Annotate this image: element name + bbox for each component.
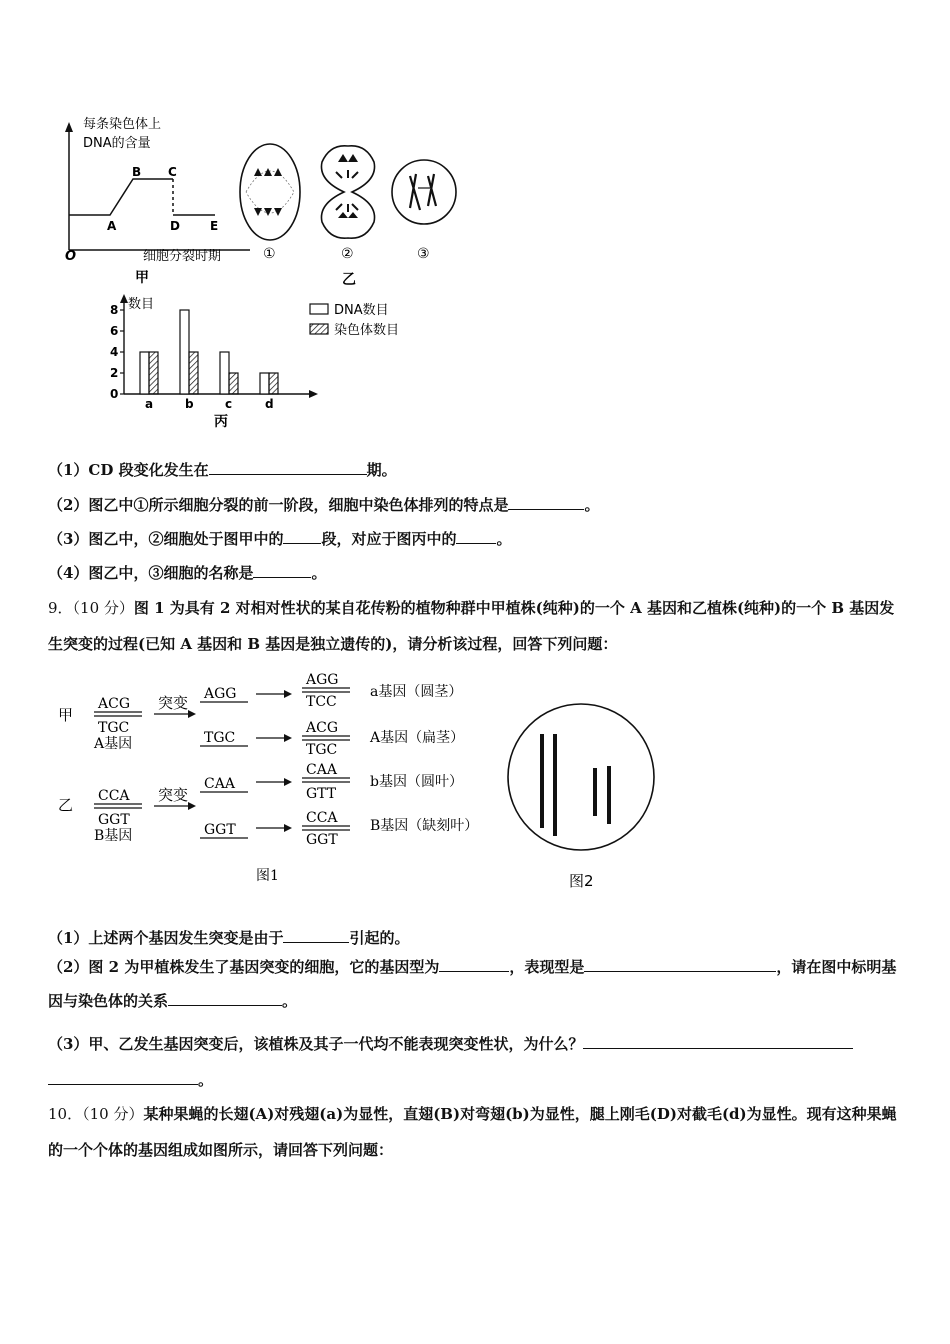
q9-s2-post: 。 [282, 992, 298, 1010]
fig1-a-bottom: TGC [98, 720, 130, 736]
q8-s3-blank-1[interactable] [283, 527, 321, 544]
q9-s2-blank-2[interactable] [584, 955, 776, 972]
bing-ylabel: 数目 [128, 297, 155, 312]
q9-score: （10 分） [72, 599, 134, 617]
fig2-cell [508, 704, 654, 850]
bing-ytick-label-0: 0 [110, 387, 119, 401]
q9-s2-blank-1[interactable] [439, 955, 509, 972]
q9-s2-pre: （2）图 2 为甲植株发生了基因突变的细胞，它的基因型为 [48, 958, 440, 976]
bing-ytick-label-4: 8 [110, 303, 119, 317]
fig1-mutate-arrowhead-1 [188, 710, 196, 718]
fig1-a-mut1: AGG [204, 686, 237, 702]
fig1-r4-top: CCA [306, 810, 338, 826]
figure-yi [238, 140, 468, 290]
fig1-r1-top: AGG [306, 672, 339, 688]
fig1-arrowhead-r3 [284, 778, 292, 786]
q8-sub3 [48, 527, 511, 549]
q8-sub1 [48, 458, 397, 480]
fig1-r2-label: A基因（扁茎） [370, 730, 465, 746]
fig1-r3-top: CAA [306, 762, 337, 778]
figure-1 [50, 668, 500, 888]
fig1-b-mut1: CAA [204, 776, 235, 792]
bing-bar-a-dna [140, 352, 149, 394]
fig1-a-mut2: TGC [204, 730, 236, 746]
q8-s3-pre: （3）图乙中，②细胞处于图甲中的 [48, 530, 284, 548]
bing-xtick-label-c: c [225, 397, 233, 411]
figure-2 [505, 690, 665, 900]
q8-s1-blank[interactable] [209, 458, 367, 475]
bing-bar-c-dna [220, 352, 229, 394]
q9-sub3-cont [48, 1068, 213, 1090]
fig1-r1-label: a基因（圆茎） [370, 684, 463, 700]
fig-jia-label-b: B [132, 165, 142, 179]
legend-chrom-label: 染色体数目 [334, 323, 400, 338]
fig1-a-top: ACG [98, 696, 131, 712]
bing-bar-b-chromosome [189, 352, 198, 394]
q9-number: 9． [48, 599, 73, 617]
q9-sub3 [48, 1032, 853, 1054]
q10-stem [48, 1096, 908, 1168]
q8-s1-post: 期。 [366, 461, 397, 479]
fig1-r3-bottom: GTT [306, 786, 337, 802]
fig1-r4-label: B基因（缺刻叶） [370, 818, 479, 834]
legend-dna-swatch [310, 304, 328, 314]
fig1-jia: 甲 [58, 706, 74, 724]
fig1-arrowhead-r2 [284, 734, 292, 742]
fig1-b-label: B基因 [94, 828, 133, 844]
cell-1-label: ① [263, 246, 276, 262]
bing-ytick-label-2: 4 [110, 345, 119, 359]
bing-bar-a-chromosome [149, 352, 158, 394]
fig-jia-origin: O [65, 249, 77, 264]
q8-s2-post: 。 [584, 496, 600, 514]
q8-sub2 [48, 493, 599, 515]
q9-s3-blank-2[interactable] [48, 1068, 198, 1085]
fig1-yi: 乙 [58, 796, 74, 814]
bing-bar-d-dna [260, 373, 269, 394]
bing-y-arrow [120, 294, 128, 303]
q9-sub1 [48, 926, 409, 948]
fig-jia-curve [69, 179, 173, 215]
q9-s2-mid: ，表现型是 [509, 958, 585, 976]
cell-2-label: ② [341, 246, 354, 262]
q9-s1-blank[interactable] [283, 926, 349, 943]
fig-jia-ylabel-1: 每条染色体上 [83, 117, 162, 132]
figure-bing [100, 288, 430, 438]
legend-chrom-swatch [310, 324, 328, 334]
q8-s1-pre: （1）CD 段变化发生在 [48, 461, 209, 479]
fig1-arrowhead-r4 [284, 824, 292, 832]
figure-jia [55, 110, 255, 290]
cell-3-label: ③ [417, 246, 430, 262]
q8-s2-pre: （2）图乙中①所示细胞分裂的前一阶段，细胞中染色体排列的特点是 [48, 496, 509, 514]
cell-3 [392, 160, 456, 224]
q9-s1-post: 引起的。 [349, 929, 410, 947]
fig-jia-label-e: E [210, 219, 219, 233]
fig1-mutate-2: 突变 [158, 786, 189, 804]
bing-caption: 丙 [214, 414, 228, 430]
fig1-b-top: CCA [98, 788, 130, 804]
bing-bar-d-chromosome [269, 373, 278, 394]
q10-stem-text: 某种果蝇的长翅(A)对残翅(a)为显性，直翅(B)对弯翅(b)为显性，腿上刚毛(D)对截毛(d)为显性。现有这种果蝇的一个个体的基因组成如图所示，请回答下列问题： [48, 1105, 897, 1159]
fig1-r4-bottom: GGT [306, 832, 338, 848]
q8-s3-mid: 段，对应于图丙中的 [321, 530, 457, 548]
q9-s2-tail: ，请在图中标明基因与染色体的关系 [48, 958, 897, 1010]
q8-s3-blank-2[interactable] [456, 527, 496, 544]
fig-jia-ylabel-2: DNA的含量 [83, 136, 151, 151]
fig2-caption: 图2 [569, 872, 594, 890]
q9-sub2 [48, 950, 908, 1018]
q8-s4-pre: （4）图乙中，③细胞的名称是 [48, 564, 254, 582]
fig-jia-xlabel: 细胞分裂时期 [143, 249, 222, 264]
bing-bar-b-dna [180, 310, 189, 394]
fig-jia-label-d: D [170, 219, 180, 233]
fig1-mutate-arrowhead-2 [188, 802, 196, 810]
fig-jia-caption: 甲 [135, 270, 149, 286]
q9-stem [48, 590, 908, 662]
cell-2 [321, 146, 374, 238]
fig1-a-label: A基因 [94, 736, 133, 752]
fig1-r2-bottom: TGC [306, 742, 338, 758]
fig1-r3-label: b基因（圆叶） [370, 774, 463, 790]
q8-s4-post: 。 [311, 564, 327, 582]
bing-xtick-label-d: d [265, 397, 274, 411]
q9-s1-pre: （1）上述两个基因发生突变是由于 [48, 929, 284, 947]
fig1-b-mut2: GGT [204, 822, 236, 838]
bing-xtick-label-b: b [185, 397, 194, 411]
cell-1 [240, 144, 300, 240]
fig1-r1-bottom: TCC [306, 694, 337, 710]
bing-x-arrow [309, 390, 318, 398]
q10-number: 10． [48, 1105, 83, 1123]
fig-jia-label-a: A [107, 219, 117, 233]
fig1-arrowhead-r1 [284, 690, 292, 698]
fig1-b-bottom: GGT [98, 812, 130, 828]
q9-s3-pre: （3）甲、乙发生基因突变后，该植株及其子一代均不能表现突变性状，为什么？ [48, 1035, 584, 1053]
fig-jia-y-arrow [65, 122, 73, 132]
q9-s2-blank-3[interactable] [168, 989, 282, 1006]
fig1-caption: 图1 [256, 868, 279, 884]
q9-s3-blank-1[interactable] [583, 1032, 853, 1049]
bing-xtick-label-a: a [145, 397, 154, 411]
bing-bar-c-chromosome [229, 373, 238, 394]
fig-jia-label-c: C [168, 165, 177, 179]
q8-sub4 [48, 561, 326, 583]
q8-s3-post: 。 [496, 530, 512, 548]
fig-yi-caption: 乙 [342, 272, 356, 288]
q9-stem-text: 图 1 为具有 2 对相对性状的某自花传粉的植物种群中甲植株(纯种)的一个 A 基因和乙植株(纯种)的一个 B 基因发生突变的过程(已知 A 基因和 B 基因是独立遗传的)，请分析该过程，回答下列问题： [48, 599, 895, 653]
q8-s2-blank[interactable] [508, 493, 584, 510]
bing-ytick-label-3: 6 [110, 324, 119, 338]
q8-s4-blank[interactable] [253, 561, 311, 578]
legend-dna-label: DNA数目 [334, 303, 389, 318]
fig1-r2-top: ACG [306, 720, 339, 736]
fig1-mutate-1: 突变 [158, 694, 189, 712]
q9-s3-post: 。 [198, 1071, 214, 1089]
q10-score: （10 分） [82, 1105, 144, 1123]
bing-ytick-label-1: 2 [110, 366, 119, 380]
